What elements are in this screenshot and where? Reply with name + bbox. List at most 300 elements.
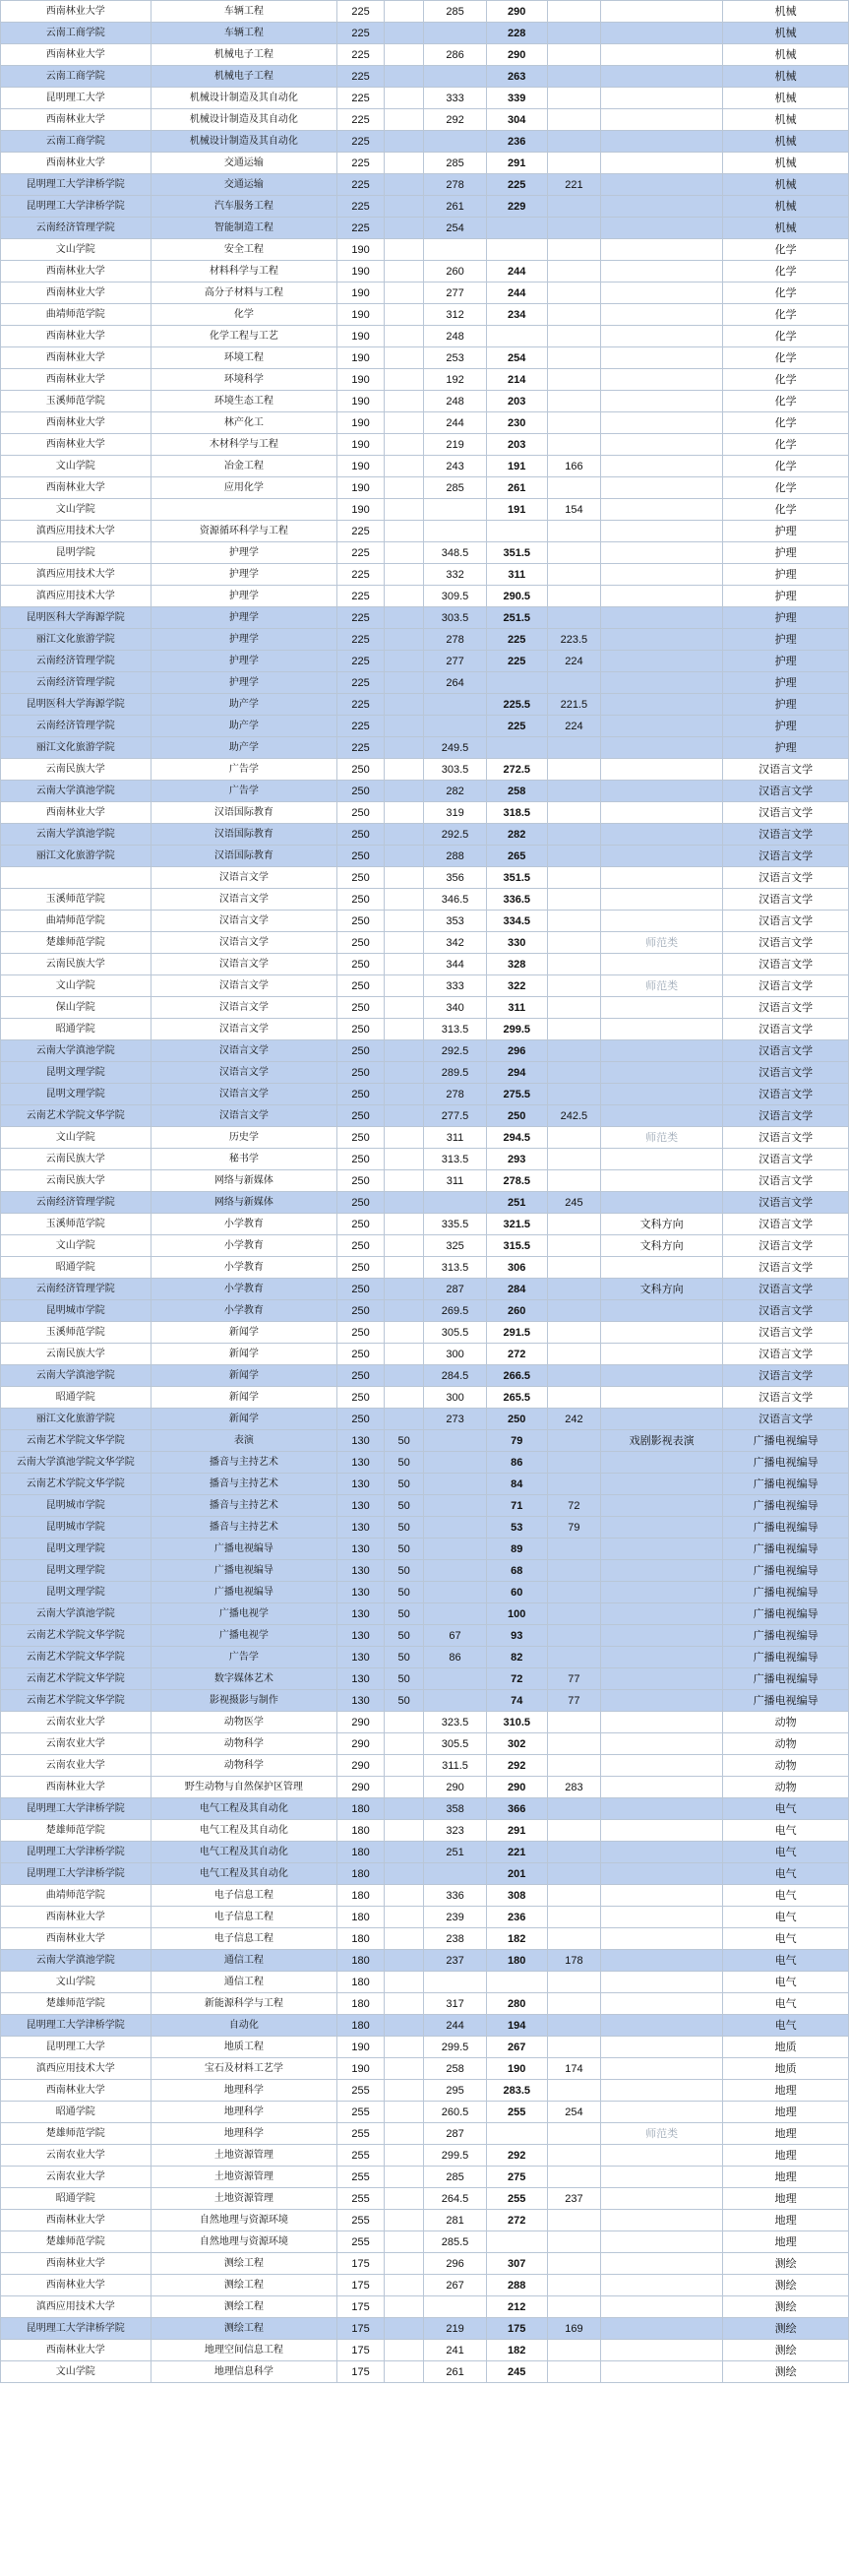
cell-score_c: 311 bbox=[424, 1127, 486, 1149]
cell-major: 化学 bbox=[151, 304, 337, 326]
cell-major: 汉语言文学 bbox=[151, 954, 337, 975]
cell-score_d bbox=[486, 521, 547, 542]
table-row bbox=[1, 153, 849, 174]
cell-note bbox=[601, 412, 723, 434]
cell-score_b bbox=[384, 456, 424, 477]
cell-school: 文山学院 bbox=[1, 239, 152, 261]
cell-score_a: 190 bbox=[337, 2058, 384, 2080]
cell-school: 西南林业大学 bbox=[1, 109, 152, 131]
cell-school: 云南经济管理学院 bbox=[1, 672, 152, 694]
cell-score_b: 50 bbox=[384, 1668, 424, 1690]
cell-score_a: 255 bbox=[337, 2167, 384, 2188]
cell-score_a: 225 bbox=[337, 521, 384, 542]
table-row bbox=[1, 1842, 849, 1863]
cell-score_c: 292.5 bbox=[424, 1040, 486, 1062]
table-row bbox=[1, 2102, 849, 2123]
cell-note bbox=[601, 2015, 723, 2037]
cell-school: 昆明理工大学津桥学院 bbox=[1, 174, 152, 196]
cell-score_d: 302 bbox=[486, 1733, 547, 1755]
cell-note bbox=[601, 131, 723, 153]
cell-score_e bbox=[547, 2340, 600, 2361]
cell-score_b bbox=[384, 781, 424, 802]
cell-category: 广播电视编导 bbox=[723, 1582, 849, 1603]
cell-score_d: 278.5 bbox=[486, 1170, 547, 1192]
cell-major: 测绘工程 bbox=[151, 2275, 337, 2296]
cell-score_c: 239 bbox=[424, 1907, 486, 1928]
cell-category: 护理 bbox=[723, 521, 849, 542]
cell-score_b bbox=[384, 304, 424, 326]
cell-category: 汉语言文学 bbox=[723, 1387, 849, 1409]
cell-score_b bbox=[384, 1907, 424, 1928]
cell-score_c: 311.5 bbox=[424, 1755, 486, 1777]
cell-category: 地理 bbox=[723, 2145, 849, 2167]
cell-note bbox=[601, 2275, 723, 2296]
table-row bbox=[1, 347, 849, 369]
cell-score_e bbox=[547, 1907, 600, 1928]
cell-major bbox=[151, 499, 337, 521]
cell-category: 机械 bbox=[723, 44, 849, 66]
cell-score_c: 325 bbox=[424, 1235, 486, 1257]
cell-category: 地理 bbox=[723, 2231, 849, 2253]
cell-score_c bbox=[424, 1192, 486, 1214]
cell-score_c: 192 bbox=[424, 369, 486, 391]
cell-score_a: 130 bbox=[337, 1647, 384, 1668]
table-row bbox=[1, 1777, 849, 1798]
cell-score_a: 250 bbox=[337, 1279, 384, 1300]
cell-score_c: 290 bbox=[424, 1777, 486, 1798]
cell-note bbox=[601, 824, 723, 846]
cell-score_c: 348.5 bbox=[424, 542, 486, 564]
cell-score_a: 250 bbox=[337, 1170, 384, 1192]
cell-note bbox=[601, 218, 723, 239]
cell-score_d: 265 bbox=[486, 846, 547, 867]
table-row bbox=[1, 672, 849, 694]
cell-score_b bbox=[384, 802, 424, 824]
cell-score_d: 225 bbox=[486, 629, 547, 651]
cell-score_b bbox=[384, 1214, 424, 1235]
cell-school: 云南经济管理学院 bbox=[1, 1192, 152, 1214]
cell-major: 网络与新媒体 bbox=[151, 1170, 337, 1192]
cell-school: 楚雄师范学院 bbox=[1, 1993, 152, 2015]
cell-note: 师范类 bbox=[601, 1127, 723, 1149]
cell-score_c bbox=[424, 131, 486, 153]
cell-score_a: 190 bbox=[337, 283, 384, 304]
table-row bbox=[1, 23, 849, 44]
cell-score_b bbox=[384, 911, 424, 932]
cell-score_a: 250 bbox=[337, 1127, 384, 1149]
cell-score_d bbox=[486, 239, 547, 261]
cell-note: 师范类 bbox=[601, 2123, 723, 2145]
cell-score_d: 294.5 bbox=[486, 1127, 547, 1149]
table-row bbox=[1, 564, 849, 586]
cell-score_c bbox=[424, 1603, 486, 1625]
cell-score_d: 260 bbox=[486, 1300, 547, 1322]
cell-note bbox=[601, 1149, 723, 1170]
cell-school: 西南林业大学 bbox=[1, 326, 152, 347]
cell-major: 自然地理与资源环境 bbox=[151, 2210, 337, 2231]
table-row bbox=[1, 499, 849, 521]
cell-school: 丽江文化旅游学院 bbox=[1, 629, 152, 651]
cell-note bbox=[601, 1690, 723, 1712]
cell-school: 云南大学滇池学院 bbox=[1, 1365, 152, 1387]
cell-school: 云南艺术学院文华学院 bbox=[1, 1625, 152, 1647]
table-row bbox=[1, 1040, 849, 1062]
cell-major: 自动化 bbox=[151, 2015, 337, 2037]
cell-major: 冶金工程 bbox=[151, 456, 337, 477]
cell-school: 文山学院 bbox=[1, 1235, 152, 1257]
cell-major: 化学工程与工艺 bbox=[151, 326, 337, 347]
cell-school: 滇西应用技术大学 bbox=[1, 564, 152, 586]
cell-note bbox=[601, 1733, 723, 1755]
cell-score_c: 286 bbox=[424, 44, 486, 66]
cell-major: 地质工程 bbox=[151, 2037, 337, 2058]
cell-score_d: 190 bbox=[486, 2058, 547, 2080]
cell-category: 护理 bbox=[723, 672, 849, 694]
cell-score_c bbox=[424, 1668, 486, 1690]
cell-school: 云南民族大学 bbox=[1, 1170, 152, 1192]
table-row bbox=[1, 1495, 849, 1517]
cell-note bbox=[601, 1777, 723, 1798]
table-row bbox=[1, 1084, 849, 1105]
cell-score_a: 180 bbox=[337, 2015, 384, 2037]
cell-score_d: 290.5 bbox=[486, 586, 547, 607]
table-row bbox=[1, 326, 849, 347]
cell-score_b: 50 bbox=[384, 1452, 424, 1474]
cell-score_b bbox=[384, 1257, 424, 1279]
cell-score_b bbox=[384, 1733, 424, 1755]
cell-score_e bbox=[547, 1928, 600, 1950]
cell-note bbox=[601, 391, 723, 412]
cell-category: 汉语言文学 bbox=[723, 867, 849, 889]
cell-school: 西南林业大学 bbox=[1, 153, 152, 174]
cell-score_a: 250 bbox=[337, 1257, 384, 1279]
cell-note bbox=[601, 1625, 723, 1647]
cell-score_e: 242.5 bbox=[547, 1105, 600, 1127]
cell-score_e bbox=[547, 347, 600, 369]
table-row bbox=[1, 651, 849, 672]
cell-score_e bbox=[547, 1214, 600, 1235]
cell-note bbox=[601, 2102, 723, 2123]
cell-category: 地理 bbox=[723, 2210, 849, 2231]
table-row bbox=[1, 477, 849, 499]
cell-score_c bbox=[424, 1474, 486, 1495]
cell-score_a: 190 bbox=[337, 2037, 384, 2058]
cell-score_b bbox=[384, 2210, 424, 2231]
cell-score_e bbox=[547, 261, 600, 283]
cell-score_b bbox=[384, 824, 424, 846]
cell-score_b bbox=[384, 1084, 424, 1105]
cell-score_a: 290 bbox=[337, 1712, 384, 1733]
cell-score_a: 250 bbox=[337, 975, 384, 997]
cell-score_e bbox=[547, 586, 600, 607]
cell-major: 交通运输 bbox=[151, 153, 337, 174]
cell-score_e bbox=[547, 434, 600, 456]
cell-score_a: 250 bbox=[337, 1409, 384, 1430]
cell-school: 云南农业大学 bbox=[1, 1755, 152, 1777]
cell-score_e bbox=[547, 802, 600, 824]
cell-score_e bbox=[547, 2037, 600, 2058]
cell-score_a: 130 bbox=[337, 1452, 384, 1474]
table-row bbox=[1, 88, 849, 109]
table-row bbox=[1, 1474, 849, 1495]
cell-school: 文山学院 bbox=[1, 1972, 152, 1993]
cell-note bbox=[601, 2167, 723, 2188]
cell-score_d: 53 bbox=[486, 1517, 547, 1539]
cell-score_a: 250 bbox=[337, 781, 384, 802]
cell-school: 云南经济管理学院 bbox=[1, 218, 152, 239]
cell-school: 西南林业大学 bbox=[1, 1928, 152, 1950]
cell-score_b bbox=[384, 672, 424, 694]
cell-major: 地理空间信息工程 bbox=[151, 2340, 337, 2361]
cell-category: 汉语言文学 bbox=[723, 954, 849, 975]
cell-category: 广播电视编导 bbox=[723, 1539, 849, 1560]
cell-score_c: 342 bbox=[424, 932, 486, 954]
table-row bbox=[1, 1257, 849, 1279]
table-row bbox=[1, 1300, 849, 1322]
cell-category: 汉语言文学 bbox=[723, 846, 849, 867]
cell-score_d: 282 bbox=[486, 824, 547, 846]
cell-major: 播音与主持艺术 bbox=[151, 1452, 337, 1474]
cell-school: 云南民族大学 bbox=[1, 1344, 152, 1365]
cell-score_e bbox=[547, 477, 600, 499]
cell-score_c: 248 bbox=[424, 391, 486, 412]
cell-school: 文山学院 bbox=[1, 499, 152, 521]
cell-note bbox=[601, 1993, 723, 2015]
cell-score_b bbox=[384, 2361, 424, 2383]
cell-major: 新闻学 bbox=[151, 1322, 337, 1344]
cell-score_c: 295 bbox=[424, 2080, 486, 2102]
table-row bbox=[1, 716, 849, 737]
cell-score_a: 225 bbox=[337, 66, 384, 88]
cell-score_c: 264 bbox=[424, 672, 486, 694]
cell-major: 护理学 bbox=[151, 542, 337, 564]
cell-major: 地理信息科学 bbox=[151, 2361, 337, 2383]
cell-score_d: 229 bbox=[486, 196, 547, 218]
cell-major: 新闻学 bbox=[151, 1387, 337, 1409]
cell-category: 汉语言文学 bbox=[723, 1062, 849, 1084]
cell-category: 化学 bbox=[723, 391, 849, 412]
cell-score_e bbox=[547, 2080, 600, 2102]
cell-score_d: 328 bbox=[486, 954, 547, 975]
cell-note bbox=[601, 109, 723, 131]
cell-school: 丽江文化旅游学院 bbox=[1, 846, 152, 867]
cell-score_b bbox=[384, 391, 424, 412]
cell-category: 地质 bbox=[723, 2058, 849, 2080]
table-row bbox=[1, 759, 849, 781]
cell-score_c: 309.5 bbox=[424, 586, 486, 607]
cell-major: 动物科学 bbox=[151, 1755, 337, 1777]
table-row bbox=[1, 44, 849, 66]
cell-score_d: 251.5 bbox=[486, 607, 547, 629]
cell-score_b bbox=[384, 2318, 424, 2340]
table-row bbox=[1, 1907, 849, 1928]
cell-note bbox=[601, 1344, 723, 1365]
table-row bbox=[1, 1235, 849, 1257]
cell-score_d: 71 bbox=[486, 1495, 547, 1517]
cell-score_d: 304 bbox=[486, 109, 547, 131]
table-row bbox=[1, 2318, 849, 2340]
cell-score_e bbox=[547, 564, 600, 586]
cell-score_a: 180 bbox=[337, 1950, 384, 1972]
cell-score_c: 237 bbox=[424, 1950, 486, 1972]
cell-score_a: 250 bbox=[337, 1235, 384, 1257]
cell-score_d: 191 bbox=[486, 499, 547, 521]
cell-score_a: 290 bbox=[337, 1733, 384, 1755]
cell-school: 昆明理工大学津桥学院 bbox=[1, 2015, 152, 2037]
cell-category: 护理 bbox=[723, 586, 849, 607]
cell-score_c: 300 bbox=[424, 1344, 486, 1365]
cell-score_c: 323.5 bbox=[424, 1712, 486, 1733]
cell-score_b bbox=[384, 2253, 424, 2275]
cell-score_a: 255 bbox=[337, 2102, 384, 2123]
cell-major: 汉语国际教育 bbox=[151, 846, 337, 867]
cell-score_a: 130 bbox=[337, 1560, 384, 1582]
cell-category: 汉语言文学 bbox=[723, 1019, 849, 1040]
cell-major: 电气工程及其自动化 bbox=[151, 1842, 337, 1863]
cell-score_a: 225 bbox=[337, 694, 384, 716]
table-row bbox=[1, 1993, 849, 2015]
cell-score_b bbox=[384, 109, 424, 131]
cell-score_d: 321.5 bbox=[486, 1214, 547, 1235]
cell-score_e bbox=[547, 2253, 600, 2275]
cell-major: 林产化工 bbox=[151, 412, 337, 434]
cell-score_a: 250 bbox=[337, 1344, 384, 1365]
cell-category: 化学 bbox=[723, 326, 849, 347]
table-row bbox=[1, 131, 849, 153]
cell-score_b bbox=[384, 2145, 424, 2167]
cell-category: 化学 bbox=[723, 239, 849, 261]
cell-note bbox=[601, 153, 723, 174]
cell-score_d: 255 bbox=[486, 2102, 547, 2123]
cell-score_d: 306 bbox=[486, 1257, 547, 1279]
cell-score_c: 285 bbox=[424, 2167, 486, 2188]
cell-major: 广播电视学 bbox=[151, 1625, 337, 1647]
cell-score_b bbox=[384, 1863, 424, 1885]
cell-major: 小学教育 bbox=[151, 1214, 337, 1235]
cell-score_c: 305.5 bbox=[424, 1322, 486, 1344]
cell-score_d: 175 bbox=[486, 2318, 547, 2340]
table-row bbox=[1, 1885, 849, 1907]
cell-note bbox=[601, 651, 723, 672]
cell-score_d: 79 bbox=[486, 1430, 547, 1452]
cell-school: 云南经济管理学院 bbox=[1, 651, 152, 672]
cell-major: 地理科学 bbox=[151, 2123, 337, 2145]
cell-score_d bbox=[486, 737, 547, 759]
cell-category: 地质 bbox=[723, 2037, 849, 2058]
cell-score_e: 154 bbox=[547, 499, 600, 521]
cell-score_c: 289.5 bbox=[424, 1062, 486, 1084]
cell-score_b bbox=[384, 2102, 424, 2123]
cell-score_c: 260 bbox=[424, 261, 486, 283]
cell-major: 表演 bbox=[151, 1430, 337, 1452]
table-row bbox=[1, 1690, 849, 1712]
cell-score_a: 250 bbox=[337, 1300, 384, 1322]
cell-note bbox=[601, 499, 723, 521]
cell-score_b bbox=[384, 651, 424, 672]
cell-school: 昭通学院 bbox=[1, 1387, 152, 1409]
cell-school: 昆明文理学院 bbox=[1, 1084, 152, 1105]
cell-note bbox=[601, 2080, 723, 2102]
cell-category: 电气 bbox=[723, 1863, 849, 1885]
cell-score_d: 315.5 bbox=[486, 1235, 547, 1257]
cell-score_e bbox=[547, 1452, 600, 1474]
cell-score_d bbox=[486, 2123, 547, 2145]
table-row bbox=[1, 391, 849, 412]
cell-score_c: 333 bbox=[424, 975, 486, 997]
cell-score_e bbox=[547, 824, 600, 846]
cell-score_c bbox=[424, 1582, 486, 1603]
cell-score_e bbox=[547, 1474, 600, 1495]
cell-score_e bbox=[547, 369, 600, 391]
cell-category: 汉语言文学 bbox=[723, 781, 849, 802]
cell-score_c: 238 bbox=[424, 1928, 486, 1950]
cell-score_e bbox=[547, 153, 600, 174]
cell-note bbox=[601, 911, 723, 932]
cell-school: 西南林业大学 bbox=[1, 1, 152, 23]
cell-score_e bbox=[547, 997, 600, 1019]
cell-category: 测绘 bbox=[723, 2253, 849, 2275]
cell-category: 汉语言文学 bbox=[723, 1365, 849, 1387]
table-row bbox=[1, 1365, 849, 1387]
cell-score_d: 244 bbox=[486, 261, 547, 283]
cell-score_a: 225 bbox=[337, 44, 384, 66]
cell-score_d: 310.5 bbox=[486, 1712, 547, 1733]
table-row bbox=[1, 1712, 849, 1733]
cell-major: 动物医学 bbox=[151, 1712, 337, 1733]
cell-major: 护理学 bbox=[151, 607, 337, 629]
cell-category: 汉语言文学 bbox=[723, 932, 849, 954]
cell-score_a: 250 bbox=[337, 954, 384, 975]
cell-school: 云南大学滇池学院 bbox=[1, 781, 152, 802]
cell-note bbox=[601, 2296, 723, 2318]
cell-score_b bbox=[384, 629, 424, 651]
cell-score_d: 86 bbox=[486, 1452, 547, 1474]
cell-score_e bbox=[547, 867, 600, 889]
cell-score_c: 277.5 bbox=[424, 1105, 486, 1127]
cell-category: 广播电视编导 bbox=[723, 1668, 849, 1690]
cell-score_b bbox=[384, 283, 424, 304]
cell-note bbox=[601, 1668, 723, 1690]
table-row bbox=[1, 109, 849, 131]
cell-score_b bbox=[384, 1798, 424, 1820]
cell-score_b bbox=[384, 1127, 424, 1149]
cell-score_b: 50 bbox=[384, 1539, 424, 1560]
cell-note bbox=[601, 1322, 723, 1344]
cell-category: 护理 bbox=[723, 564, 849, 586]
cell-score_d: 351.5 bbox=[486, 867, 547, 889]
cell-school: 昆明医科大学海源学院 bbox=[1, 607, 152, 629]
cell-note bbox=[601, 607, 723, 629]
cell-score_b bbox=[384, 1062, 424, 1084]
cell-score_d: 275 bbox=[486, 2167, 547, 2188]
cell-score_e bbox=[547, 759, 600, 781]
cell-score_c: 258 bbox=[424, 2058, 486, 2080]
cell-score_d: 299.5 bbox=[486, 1019, 547, 1040]
cell-school: 云南艺术学院文华学院 bbox=[1, 1668, 152, 1690]
cell-school: 西南林业大学 bbox=[1, 1907, 152, 1928]
cell-note bbox=[601, 477, 723, 499]
cell-score_c: 254 bbox=[424, 218, 486, 239]
cell-score_b: 50 bbox=[384, 1495, 424, 1517]
cell-note: 师范类 bbox=[601, 932, 723, 954]
cell-score_e bbox=[547, 1647, 600, 1668]
cell-score_e bbox=[547, 1582, 600, 1603]
cell-score_b bbox=[384, 2188, 424, 2210]
cell-school: 云南民族大学 bbox=[1, 759, 152, 781]
cell-major: 新能源科学与工程 bbox=[151, 1993, 337, 2015]
cell-note bbox=[601, 347, 723, 369]
cell-score_a: 250 bbox=[337, 1084, 384, 1105]
